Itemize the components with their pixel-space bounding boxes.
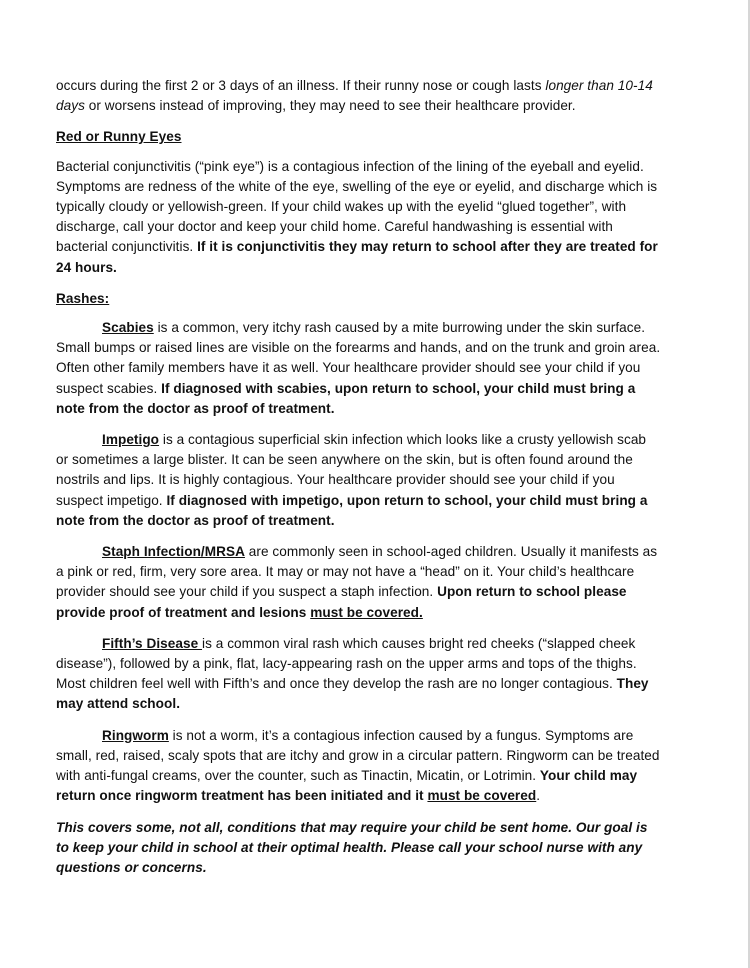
impetigo-paragraph: [56, 430, 662, 531]
term-fifths-disease: Fifth’s Disease: [102, 635, 203, 651]
term-scabies: Scabies: [102, 320, 154, 336]
conjunctivitis-text: Bacterial conjunctivitis (“pink eye”) is a contagious infection of the lining of the eyeball and eyelid. Symptoms are redness of the white of the eye, swelling of the eye or eyelid, and discharge which is typically cloudy or yellowish-green. If your child wakes up with the eyelid “glued together”, with discharge, call your doctor and keep your child home. Careful handwashing is essential with bacterial conjunctivitis.: [56, 158, 658, 255]
intro-text-end: or worsens instead of improving, they may need to see their healthcare provider.: [84, 98, 576, 114]
intro-paragraph: [56, 76, 662, 116]
ringworm-paragraph: [56, 726, 662, 807]
intro-duration-emphasis: longer than 10-14 days: [56, 78, 653, 114]
ringworm-return-rule: Your child may return once ringworm treatment has been initiated and it: [56, 768, 638, 804]
intro-text: occurs during the first 2 or 3 days of an illness. If their runny nose or cough lasts: [56, 78, 546, 93]
conjunctivitis-paragraph: [56, 157, 662, 278]
impetigo-return-rule: If diagnosed with impetigo, upon return to school, your child must bring a note from the doctor as proof of treatment.: [56, 492, 648, 528]
section-heading-red-eyes: Red or Runny Eyes: [56, 129, 182, 145]
fifths-text: is a common viral rash which causes bright red cheeks (“slapped cheek disease”), followed by a pink, flat, lacy-appearing rash on the upper arms and tops of the thighs. Most children feel well with Fifth’s and once they develop the rash are no longer contagious.: [56, 635, 637, 692]
staph-paragraph: [56, 542, 662, 623]
document-page: [56, 76, 662, 889]
fifths-disease-paragraph: [56, 634, 662, 715]
term-staph-mrsa: Staph Infection/MRSA: [102, 544, 245, 560]
term-ringworm: Ringworm: [102, 727, 169, 743]
term-impetigo: Impetigo: [102, 432, 160, 448]
ringworm-period: .: [536, 788, 541, 804]
fifths-attend-rule: They may attend school.: [56, 676, 649, 712]
scabies-paragraph: [56, 318, 662, 419]
staph-text: are commonly seen in school-aged children. Usually it manifests as a pink or red, firm, very sore area. It may or may not have a “head” on it. Your child’s healthcare provider should see your child if you suspect a staph infection.: [56, 544, 658, 600]
impetigo-text: is a contagious superficial skin infection which looks like a crusty yellowish scab or sometimes a large blister. It can be seen anywhere on the skin, but is often found around the nostrils and lips. It is highly contagious. Your healthcare provider should see your child if you suspect impetigo.: [56, 432, 647, 508]
closing-note: This covers some, not all, conditions that may require your child be sent home. Our goal is to keep your child in school at their optimal health. Please call your school nurse with any questions or concerns.: [56, 819, 648, 875]
conjunctivitis-return-rule: If it is conjunctivitis they may return to school after they are treated for 24 hours.: [56, 239, 658, 275]
section-heading-rashes: Rashes:: [56, 290, 110, 306]
ringworm-text: is not a worm, it’s a contagious infection caused by a fungus. Symptoms are small, red, raised, scaly spots that are itchy and grow in a circular pattern. Ringworm can be treated with anti-fungal creams, over the counter, such as Tinactin, Micatin, or Lotrimin.: [56, 727, 660, 784]
scabies-return-rule: If diagnosed with scabies, upon return to school, your child must bring a note from the doctor as proof of treatment.: [56, 380, 636, 416]
ringworm-must-be-covered: must be covered: [427, 788, 537, 804]
staph-must-be-covered: must be covered.: [310, 604, 423, 620]
scabies-text: is a common, very itchy rash caused by a mite burrowing under the skin surface. Small bumps or raised lines are visible on the forearms and hands, and on the trunk and groin area. Often other family members have it as well. Your healthcare provider should see your child if you suspect scabies.: [56, 320, 661, 396]
staph-return-rule: Upon return to school please provide proof of treatment and lesions: [56, 584, 627, 620]
